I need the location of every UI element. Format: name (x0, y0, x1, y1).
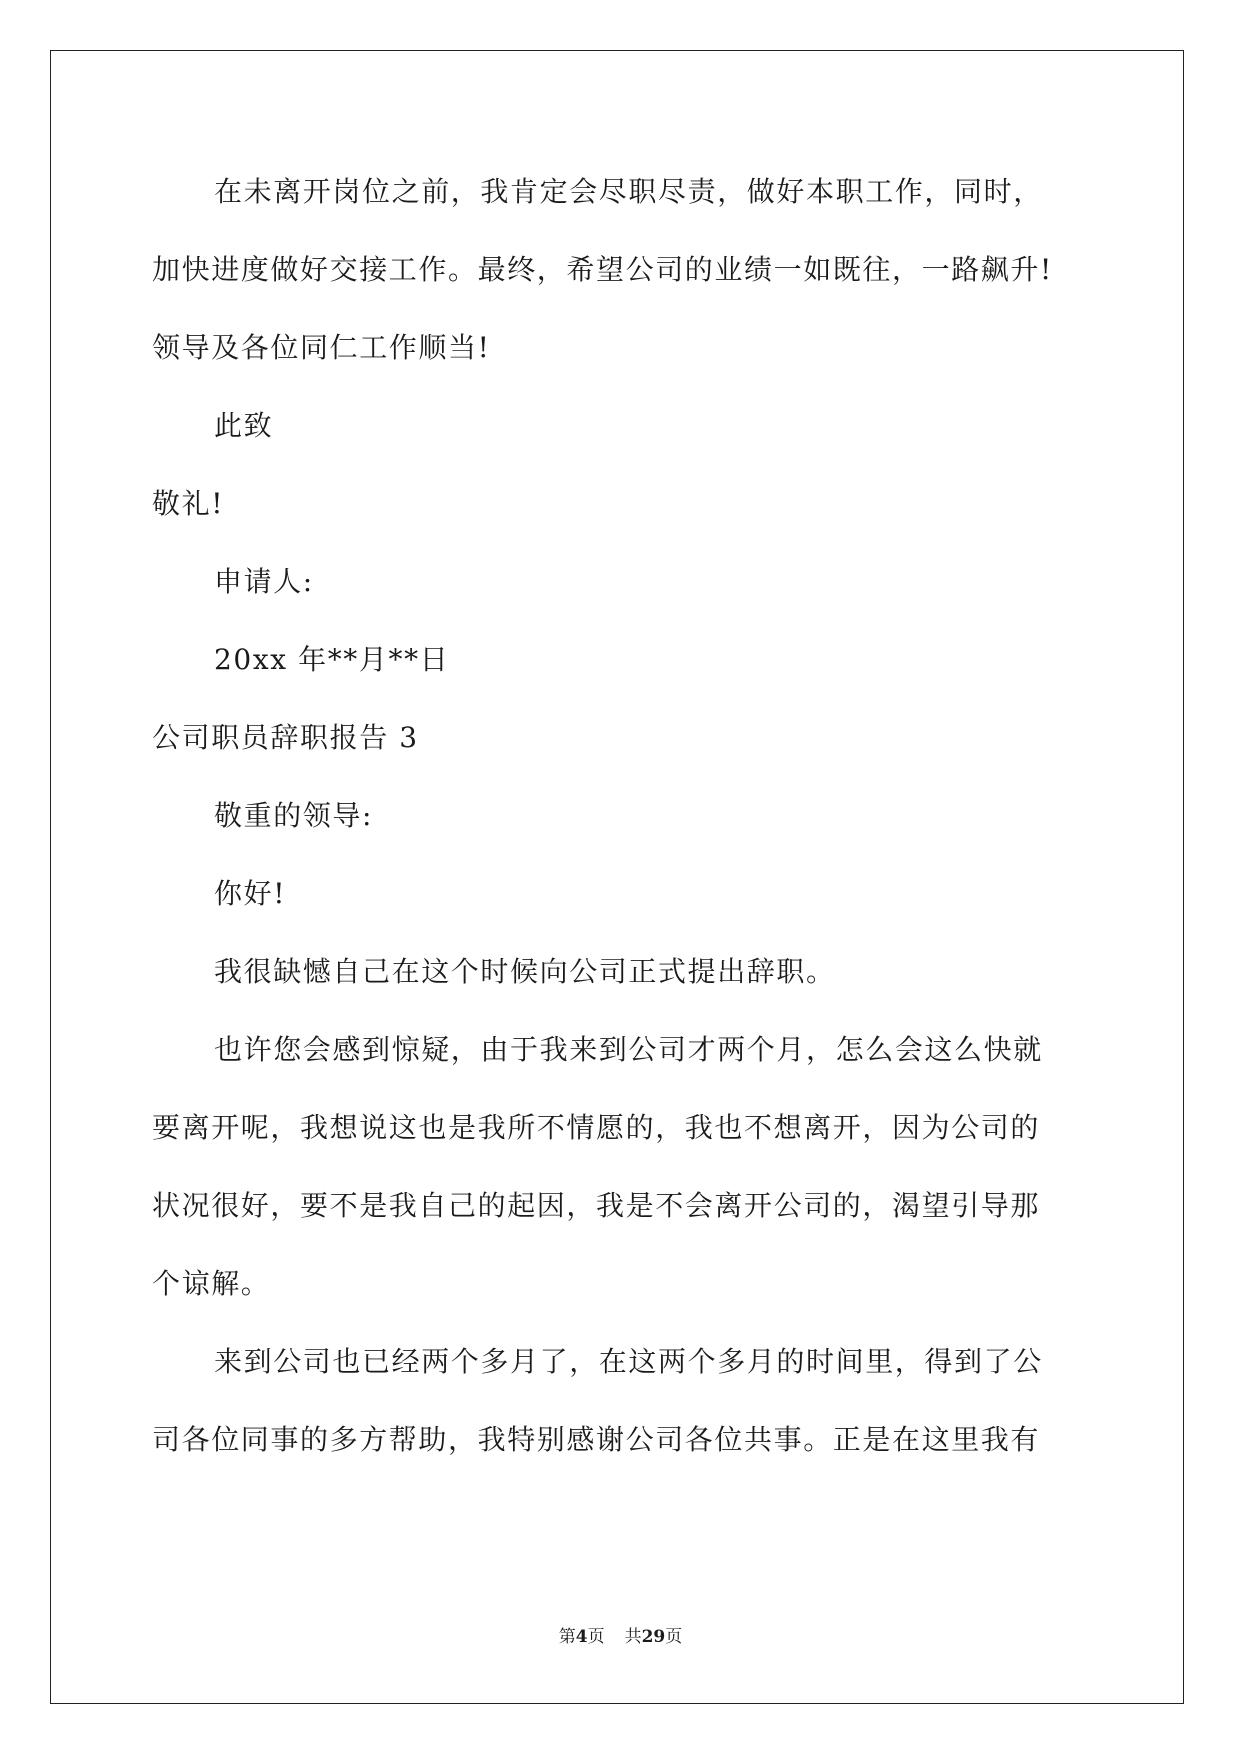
closing-salutation: 此致 (214, 409, 274, 442)
body-line: 要离开呢，我想说这也是我所不情愿的，我也不想离开，因为公司的 (152, 1111, 1041, 1144)
body-line: 我很缺憾自己在这个时候向公司正式提出辞职。 (214, 955, 836, 988)
body-line: 领导及各位同仁工作顺当! (152, 331, 491, 364)
applicant-label: 申请人: (214, 565, 314, 598)
body-line: 在未离开岗位之前，我肯定会尽职尽责，做好本职工作，同时， (214, 175, 1043, 208)
footer-total-prefix: 共 (624, 1627, 642, 1647)
body-line: 司各位同事的多方帮助，我特别感谢公司各位共事。正是在这里我有 (152, 1423, 1041, 1456)
footer-prefix: 第 (558, 1627, 576, 1647)
body-line: 个谅解。 (152, 1267, 271, 1300)
page-number: 4 (575, 1627, 588, 1647)
greeting-hello: 你好! (214, 877, 287, 910)
greeting: 敬重的领导: (214, 799, 374, 832)
body-line: 来到公司也已经两个多月了，在这两个多月的时间里，得到了公 (214, 1345, 1043, 1378)
total-pages: 29 (641, 1627, 666, 1647)
footer-page-suffix: 页 (587, 1627, 605, 1647)
footer-total-suffix: 页 (665, 1627, 683, 1647)
section-title: 公司职员辞职报告 3 (152, 721, 419, 754)
body-line: 也许您会感到惊疑，由于我来到公司才两个月，怎么会这么快就 (214, 1033, 1043, 1066)
body-line: 状况很好，要不是我自己的起因，我是不会离开公司的，渴望引导那 (152, 1189, 1041, 1222)
date-line: 20xx 年**月**日 (214, 643, 450, 676)
page-footer (0, 1625, 1241, 1649)
closing-regards: 敬礼! (152, 487, 225, 520)
body-line: 加快进度做好交接工作。最终，希望公司的业绩一如既往，一路飙升! (152, 253, 1053, 286)
